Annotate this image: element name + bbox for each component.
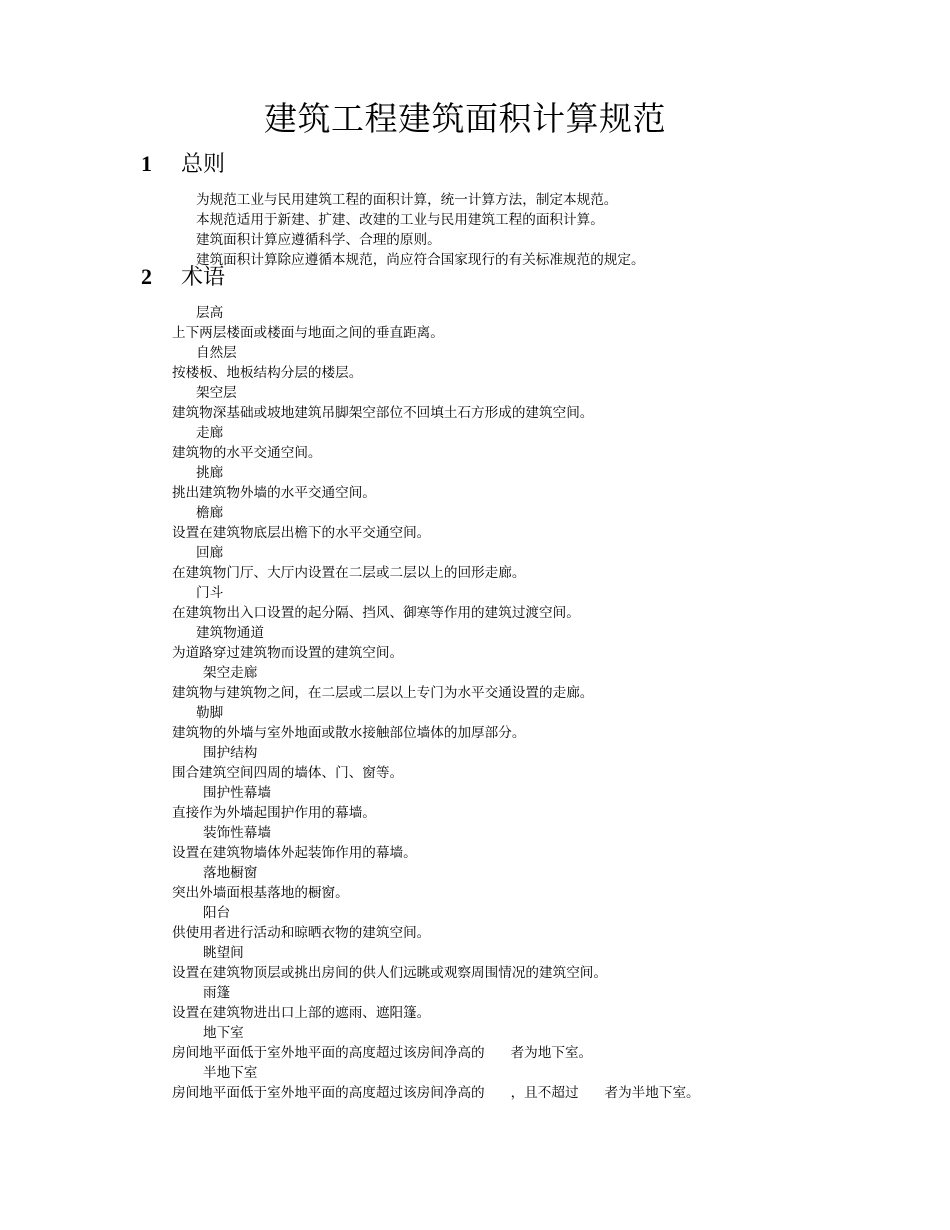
term-label: 回廊 [196,545,224,561]
term-definition: 围合建筑空间四周的墙体、门、窗等。 [172,765,404,781]
paragraph: 建筑面积计算应遵循科学、合理的原则。 [196,232,441,248]
term-definition: 设置在建筑物底层出檐下的水平交通空间。 [172,525,431,541]
term-label: 走廊 [196,425,224,441]
term-label: 眺望间 [203,945,244,961]
term-label: 门斗 [196,585,224,601]
term-definition: 按楼板、地板结构分层的楼层。 [172,365,363,381]
section-heading-general [141,149,225,179]
term-label: 架空层 [196,385,237,401]
term-definition: 建筑物与建筑物之间，在二层或二层以上专门为水平交通设置的走廊。 [172,685,594,701]
term-label: 勒脚 [196,705,224,721]
term-label: 围护结构 [203,745,258,761]
term-definition: 上下两层楼面或楼面与地面之间的垂直距离。 [172,325,444,341]
paragraph: 建筑面积计算除应遵循本规范，尚应符合国家现行的有关标准规范的规定。 [196,252,645,268]
term-label: 阳台 [203,905,231,921]
term-label: 架空走廊 [203,665,258,681]
document-title: 建筑工程建筑面积计算规范 [264,99,666,138]
term-definition: 设置在建筑物顶层或挑出房间的供人们远眺或观察周围情况的建筑空间。 [172,965,607,981]
term-label: 半地下室 [203,1065,258,1081]
term-label: 地下室 [203,1025,244,1041]
section-title: 术语 [181,265,226,290]
term-definition: 在建筑物出入口设置的起分隔、挡风、御寒等作用的建筑过渡空间。 [172,605,580,621]
section-title: 总则 [181,152,226,177]
term-label: 建筑物通道 [196,625,264,641]
term-definition: 房间地平面低于室外地平面的高度超过该房间净高的 者为地下室。 [172,1045,593,1061]
term-definition: 建筑物深基础或坡地建筑吊脚架空部位不回填土石方形成的建筑空间。 [172,405,594,421]
term-label: 落地橱窗 [203,865,258,881]
section-number: 1 [141,151,152,176]
section-heading-terms [141,262,225,292]
term-label: 挑廊 [196,465,224,481]
paragraph: 为规范工业与民用建筑工程的面积计算，统一计算方法，制定本规范。 [196,192,618,208]
term-label: 雨篷 [203,985,231,1001]
term-definition: 设置在建筑物墙体外起装饰作用的幕墙。 [172,845,417,861]
term-definition: 直接作为外墙起围护作用的幕墙。 [172,805,376,821]
section-number: 2 [141,264,152,289]
term-label: 围护性幕墙 [203,785,271,801]
term-label: 檐廊 [196,505,224,521]
term-label: 层高 [196,305,224,321]
term-definition: 挑出建筑物外墙的水平交通空间。 [172,485,376,501]
term-definition: 在建筑物门厅、大厅内设置在二层或二层以上的回形走廊。 [172,565,526,581]
term-definition: 房间地平面低于室外地平面的高度超过该房间净高的 ，且不超过 者为半地下室。 [172,1085,700,1101]
term-definition: 供使用者进行活动和晾晒衣物的建筑空间。 [172,925,431,941]
term-definition: 突出外墙面根基落地的橱窗。 [172,885,349,901]
term-label: 装饰性幕墙 [203,825,271,841]
term-definition: 为道路穿过建筑物而设置的建筑空间。 [172,645,404,661]
term-definition: 设置在建筑物进出口上部的遮雨、遮阳篷。 [172,1005,431,1021]
term-label: 自然层 [196,345,237,361]
paragraph: 本规范适用于新建、扩建、改建的工业与民用建筑工程的面积计算。 [196,212,604,228]
term-definition: 建筑物的外墙与室外地面或散水接触部位墙体的加厚部分。 [172,725,526,741]
term-definition: 建筑物的水平交通空间。 [172,445,322,461]
